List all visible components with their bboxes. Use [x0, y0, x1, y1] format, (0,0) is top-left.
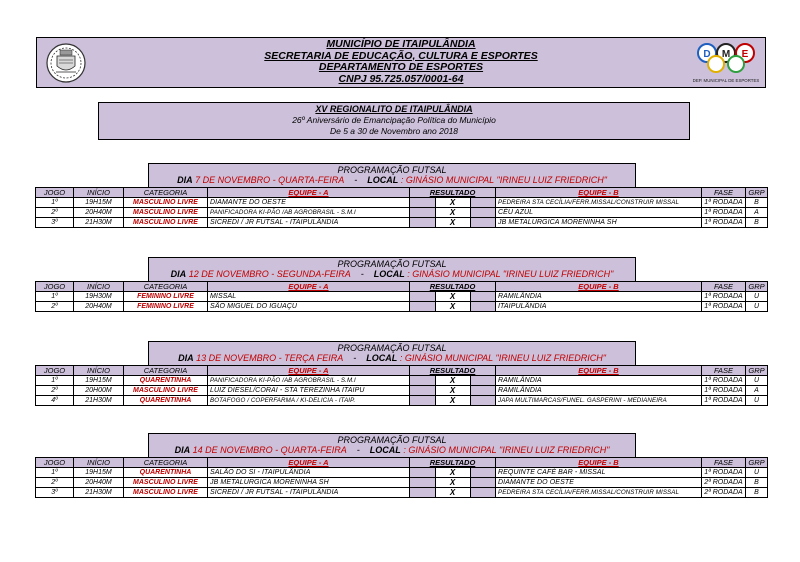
game-category: MASCULINO LIVRE — [124, 198, 208, 208]
game-phase: 2ª RODADA — [702, 488, 746, 498]
local-value: : GINÁSIO MUNICIPAL "IRINEU LUIZ FRIEDRICH" — [407, 269, 614, 279]
table-row — [36, 292, 768, 302]
table-row — [36, 208, 768, 218]
program-banner — [148, 433, 636, 457]
game-start-time: 20H40M — [74, 478, 124, 488]
result-x: X — [435, 302, 471, 311]
event-subtitle: 26º Aniversário de Emancipação Política do Município — [292, 115, 496, 125]
result-x: X — [435, 292, 471, 301]
separator: - — [353, 353, 357, 363]
col-equipe-b: EQUIPE - B — [496, 282, 702, 292]
table-header-row — [36, 458, 768, 468]
game-group: B — [746, 488, 768, 498]
game-start-time: 21H30M — [74, 218, 124, 228]
table-row — [36, 488, 768, 498]
game-category: MASCULINO LIVRE — [124, 488, 208, 498]
day-label: DIA — [170, 269, 187, 279]
game-group: U — [746, 302, 768, 312]
game-group: B — [746, 198, 768, 208]
team-a: SICREDI / JR FUTSAL - ITAIPULÂNDIA — [208, 488, 410, 498]
program-banner — [148, 341, 636, 365]
game-group: B — [746, 218, 768, 228]
event-title: XV REGIONALITO DE ITAIPULÂNDIA — [315, 104, 473, 114]
result-cell — [410, 488, 496, 498]
municipality-name: MUNICÍPIO DE ITAIPULÂNDIA — [326, 38, 476, 50]
col-resultado: RESULTADO — [410, 458, 496, 468]
game-group: U — [746, 376, 768, 386]
program-banner — [148, 163, 636, 187]
result-cell — [410, 468, 496, 478]
game-number: 1º — [36, 376, 74, 386]
result-cell — [410, 478, 496, 488]
game-start-time: 20H00M — [74, 386, 124, 396]
game-phase: 1ª RODADA — [702, 396, 746, 406]
table-row — [36, 478, 768, 488]
team-a: PANIFICADORA KI-PÃO /AB AGROBRASIL - S.M.I — [208, 376, 410, 386]
game-category: QUARENTINHA — [124, 468, 208, 478]
team-b: CÉU AZUL — [496, 208, 702, 218]
col-resultado: RESULTADO — [410, 188, 496, 198]
games-table — [35, 365, 768, 406]
col-resultado: RESULTADO — [410, 366, 496, 376]
game-category: QUARENTINHA — [124, 396, 208, 406]
col-inicio: INÍCIO — [74, 366, 124, 376]
col-grp: GRP — [746, 458, 768, 468]
result-cell — [410, 292, 496, 302]
team-a: JB METALURGICA MORENINHA SH — [208, 478, 410, 488]
result-x: X — [435, 478, 471, 487]
result-x: X — [435, 386, 471, 395]
col-inicio: INÍCIO — [74, 188, 124, 198]
team-b: JAPA MULTIMARCAS/FUNEL. GASPERINI - MEDIANEIRA — [496, 396, 702, 406]
team-b: REQUINTE CAFÉ BAR - MISSAL — [496, 468, 702, 478]
table-row — [36, 376, 768, 386]
game-start-time: 19H15M — [74, 468, 124, 478]
local-value: : GINÁSIO MUNICIPAL "IRINEU LUIZ FRIEDRICH" — [399, 353, 606, 363]
col-grp: GRP — [746, 188, 768, 198]
result-x: X — [435, 208, 471, 217]
game-group: U — [746, 468, 768, 478]
col-categoria: CATEGORIA — [124, 366, 208, 376]
game-start-time: 20H40M — [74, 208, 124, 218]
col-categoria: CATEGORIA — [124, 458, 208, 468]
dme-letter-m: M — [721, 49, 731, 60]
program-day-line — [149, 175, 635, 186]
team-a: SICREDI / JR FUTSAL - ITAIPULÂNDIA — [208, 218, 410, 228]
team-a: PANIFICADORA KI-PÃO /AB AGROBRASIL - S.M.I — [208, 208, 410, 218]
game-number: 1º — [36, 468, 74, 478]
game-phase: 1ª RODADA — [702, 468, 746, 478]
game-category: MASCULINO LIVRE — [124, 386, 208, 396]
game-phase: 1ª RODADA — [702, 208, 746, 218]
col-grp: GRP — [746, 282, 768, 292]
game-number: 2º — [36, 208, 74, 218]
col-equipe-b: EQUIPE - B — [496, 366, 702, 376]
table-header-row — [36, 366, 768, 376]
col-inicio: INÍCIO — [74, 458, 124, 468]
result-x: X — [435, 468, 471, 477]
game-group: A — [746, 386, 768, 396]
page-header — [36, 37, 766, 88]
game-category: QUARENTINHA — [124, 376, 208, 386]
table-row — [36, 198, 768, 208]
result-cell — [410, 302, 496, 312]
games-table — [35, 187, 768, 228]
program-title: PROGRAMAÇÃO FUTSAL — [337, 165, 447, 175]
games-table — [35, 457, 768, 498]
program-title: PROGRAMAÇÃO FUTSAL — [337, 343, 447, 353]
game-start-time: 20H40M — [74, 302, 124, 312]
program-title: PROGRAMAÇÃO FUTSAL — [337, 435, 447, 445]
result-cell — [410, 396, 496, 406]
team-a: BOTAFOGO / COPERFARMA / KI-DELICIA - ITAIP. — [208, 396, 410, 406]
day-value: 14 DE NOVEMBRO - QUARTA-FEIRA — [192, 445, 347, 455]
col-fase: FASE — [702, 458, 746, 468]
table-row — [36, 218, 768, 228]
program-day-line — [149, 445, 635, 456]
game-number: 2º — [36, 302, 74, 312]
secretariat-name: SECRETARIA DE EDUCAÇÃO, CULTURA E ESPORTES — [264, 49, 538, 62]
dme-logo-caption: DEP. MUNICIPAL DE ESPORTES — [693, 78, 759, 83]
table-header-row — [36, 282, 768, 292]
col-equipe-b: EQUIPE - B — [496, 188, 702, 198]
game-number: 1º — [36, 198, 74, 208]
col-fase: FASE — [702, 282, 746, 292]
local-value: : GINÁSIO MUNICIPAL "IRINEU LUIZ FRIEDRICH" — [403, 445, 610, 455]
col-inicio: INÍCIO — [74, 282, 124, 292]
cnpj-number: CNPJ 95.725.057/0001-64 — [338, 72, 464, 85]
col-jogo: JOGO — [36, 282, 74, 292]
game-category: FEMININO LIVRE — [124, 302, 208, 312]
game-category: MASCULINO LIVRE — [124, 478, 208, 488]
team-b: PEDREIRA STA CECÍLIA/FERR.MISSAL/CONSTRUIR MISSAL — [496, 488, 702, 498]
game-number: 3º — [36, 218, 74, 228]
game-start-time: 19H30M — [74, 292, 124, 302]
dme-letter-e: E — [741, 49, 749, 60]
game-phase: 1ª RODADA — [702, 376, 746, 386]
team-a: MISSAL — [208, 292, 410, 302]
team-b: DIAMANTE DO OESTE — [496, 478, 702, 488]
team-b: RAMILÂNDIA — [496, 376, 702, 386]
game-phase: 2ª RODADA — [702, 478, 746, 488]
separator: - — [354, 175, 358, 185]
col-fase: FASE — [702, 366, 746, 376]
program-day-line — [149, 269, 635, 280]
separator: - — [360, 269, 364, 279]
col-jogo: JOGO — [36, 458, 74, 468]
col-jogo: JOGO — [36, 366, 74, 376]
col-jogo: JOGO — [36, 188, 74, 198]
team-a: SÃO MIGUEL DO IGUAÇU — [208, 302, 410, 312]
game-start-time: 19H15M — [74, 376, 124, 386]
game-phase: 1ª RODADA — [702, 386, 746, 396]
local-label: LOCAL — [369, 445, 401, 455]
game-category: FEMININO LIVRE — [124, 292, 208, 302]
program-day-line — [149, 353, 635, 364]
day-value: 13 DE NOVEMBRO - TERÇA FEIRA — [196, 353, 344, 363]
game-group: U — [746, 292, 768, 302]
day-label: DIA — [174, 445, 191, 455]
result-cell — [410, 198, 496, 208]
game-number: 1º — [36, 292, 74, 302]
game-number: 2º — [36, 386, 74, 396]
game-category: MASCULINO LIVRE — [124, 208, 208, 218]
team-b: PEDREIRA STA CECÍLIA/FERR.MISSAL/CONSTRUIR MISSAL — [496, 198, 702, 208]
result-cell — [410, 376, 496, 386]
game-phase: 1ª RODADA — [702, 198, 746, 208]
col-categoria: CATEGORIA — [124, 188, 208, 198]
local-label: LOCAL — [373, 269, 405, 279]
team-b: RAMILÂNDIA — [496, 386, 702, 396]
day-value: 12 DE NOVEMBRO - SEGUNDA-FEIRA — [188, 269, 351, 279]
program-title: PROGRAMAÇÃO FUTSAL — [337, 259, 447, 269]
table-row — [36, 302, 768, 312]
game-start-time: 21H30M — [74, 488, 124, 498]
game-group: B — [746, 478, 768, 488]
dme-logo-icon — [693, 40, 759, 86]
result-x: X — [435, 198, 471, 207]
game-start-time: 19H15M — [74, 198, 124, 208]
local-label: LOCAL — [366, 353, 398, 363]
col-categoria: CATEGORIA — [124, 282, 208, 292]
game-category: MASCULINO LIVRE — [124, 218, 208, 228]
result-x: X — [435, 376, 471, 385]
team-a: SALÃO DO SI - ITAIPULÂNDIA — [208, 468, 410, 478]
table-row — [36, 386, 768, 396]
result-cell — [410, 218, 496, 228]
col-resultado: RESULTADO — [410, 282, 496, 292]
game-start-time: 21H30M — [74, 396, 124, 406]
event-dates: De 5 a 30 de Novembro ano 2018 — [329, 126, 459, 136]
game-group: A — [746, 208, 768, 218]
separator: - — [356, 445, 360, 455]
col-grp: GRP — [746, 366, 768, 376]
game-group: U — [746, 396, 768, 406]
local-value: : GINÁSIO MUNICIPAL "IRINEU LUIZ FRIEDRICH" — [400, 175, 607, 185]
game-phase: 1ª RODADA — [702, 218, 746, 228]
col-equipe-a: EQUIPE - A — [208, 366, 410, 376]
department-name: DEPARTAMENTO DE ESPORTES — [318, 61, 484, 73]
col-fase: FASE — [702, 188, 746, 198]
col-equipe-a: EQUIPE - A — [208, 458, 410, 468]
day-label: DIA — [178, 353, 194, 363]
result-cell — [410, 386, 496, 396]
dme-letter-d: D — [703, 49, 711, 60]
team-b: ITAIPULÂNDIA — [496, 302, 702, 312]
game-phase: 1ª RODADA — [702, 292, 746, 302]
table-row — [36, 396, 768, 406]
team-b: JB METALURGICA MORENINHA SH — [496, 218, 702, 228]
games-table — [35, 281, 768, 312]
table-header-row — [36, 188, 768, 198]
day-label: DIA — [177, 175, 193, 185]
result-x: X — [435, 396, 471, 405]
result-x: X — [435, 488, 471, 497]
local-label: LOCAL — [367, 175, 399, 185]
program-banner — [148, 257, 636, 281]
game-phase: 1ª RODADA — [702, 302, 746, 312]
col-equipe-a: EQUIPE - A — [208, 282, 410, 292]
team-a: LUIZ DIESEL/CORAI - STA TEREZINHA ITAIPU — [208, 386, 410, 396]
col-equipe-a: EQUIPE - A — [208, 188, 410, 198]
col-equipe-b: EQUIPE - B — [496, 458, 702, 468]
day-value: 7 DE NOVEMBRO - QUARTA-FEIRA — [195, 175, 345, 185]
event-banner — [98, 102, 690, 140]
game-number: 3º — [36, 488, 74, 498]
team-a: DIAMANTE DO OESTE — [208, 198, 410, 208]
game-number: 2º — [36, 478, 74, 488]
table-row — [36, 468, 768, 478]
result-cell — [410, 208, 496, 218]
team-b: RAMILÂNDIA — [496, 292, 702, 302]
game-number: 4º — [36, 396, 74, 406]
result-x: X — [435, 218, 471, 227]
